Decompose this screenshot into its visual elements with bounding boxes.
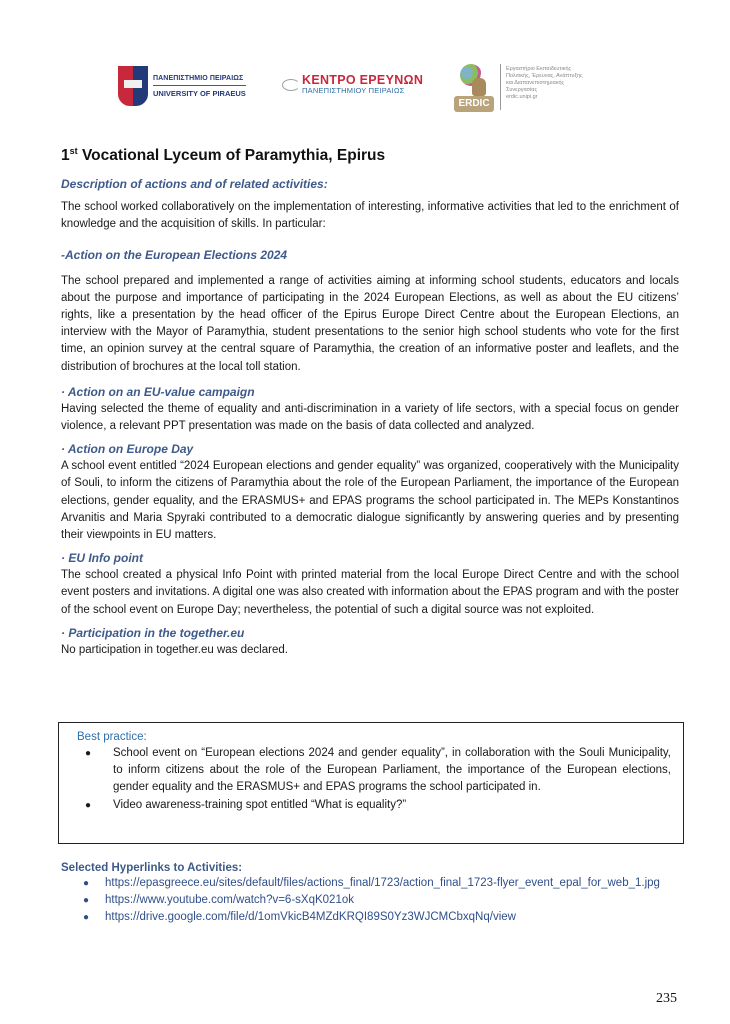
hyperlinks-section — [61, 862, 681, 927]
document-body — [61, 146, 679, 665]
section-body-europe-day: A school event entitled “2024 European elections and gender equality” was organized, cooperatively with the Municipality of Souli, to inform the citizens of Paramythia about the role of the European Parliament, the importance of the European elections, gender equality, and the ERASMUS+ and EPAS programs the school participated in. The MEPs Konstantinos Arvanitis and Maria Spyraki contributed to a democratic dialogue significantly by answering queries and by presenting their viewpoints in EU matters. — [61, 460, 679, 541]
hyperlink-item — [61, 909, 681, 926]
description-heading: Description of actions and of related activities: — [61, 177, 328, 192]
bullet-icon: ● — [83, 912, 90, 924]
bullet-icon: ● — [83, 878, 90, 889]
best-practice-item: ● Video awareness-training spot entitled “What is equality?” — [77, 797, 671, 814]
best-practice-item: ● School event on “European elections 2024 and gender equality”, in collaboration with the Souli Municipality, to inform citizens about the role of the European Parliament, the importance of the European elections, gender equality and the ERASMUS+ and EPAS programs the school participated in. — [85, 747, 671, 794]
university-of-piraeus-logo — [118, 66, 246, 106]
best-practice-box — [58, 722, 684, 844]
section-body-together-eu: No participation in together.eu was declared. — [61, 643, 288, 656]
university-shield-icon — [118, 66, 148, 106]
best-practice-list — [77, 745, 671, 814]
section-body-eu-value-campaign: Having selected the theme of equality and anti-discrimination in a variety of life sectors, with a special focus on gender violence, a relevant PPT presentation was made on the basis of data collected and analyzed. — [61, 402, 679, 432]
erdic-tree-owl-icon — [454, 64, 494, 114]
page-number: 235 — [656, 991, 677, 1006]
bullet-icon: ● — [85, 748, 92, 759]
research-center-name: ΚΕΝΤΡΟ ΕΡΕΥΝΩΝ — [302, 73, 424, 87]
section-body-european-elections: The school prepared and implemented a range of activities aiming at informing school students, educators and locals about the purpose and importance of participating in the 2024 European Elections, as well as about the EU citizens’ rights, like a presentation by the head officer of the Epirus Europe Direct Centre about the European Elections, an interview with the Mayor of Paramythia, student presentations to the senior high school students who vote for the first time, an opinion survey at the central square of Paramythia, the creation of an informative poster and leaflets, and the distribution of brochures at the local toll station. — [61, 274, 679, 373]
hyperlink-epas-flyer[interactable]: https://epasgreece.eu/sites/default/files/actions_final/1723/action_final_1723-flyer_event_epal_for_web_1.jpg — [105, 877, 660, 889]
erdic-badge: ERDIC — [454, 96, 494, 112]
hyperlinks-title: Selected Hyperlinks to Activities: — [61, 862, 243, 874]
research-center-logo — [282, 74, 423, 94]
section-heading-eu-value-campaign: · Action on an EU-value campaign — [61, 384, 255, 399]
hyperlink-google-drive[interactable]: https://drive.google.com/file/d/1omVkicB4MZdKRQI89S0Yz3WJCMCbxqNq/view — [105, 911, 516, 924]
swoosh-icon — [282, 76, 300, 92]
section-heading-eu-info-point: · EU Info point — [61, 551, 143, 566]
erdic-logo — [454, 64, 583, 114]
university-greek-name: ΠΑΝΕΠΙΣΤΗΜΙΟ ΠΕΙΡΑΙΩΣ — [153, 75, 246, 86]
hyperlinks-list — [61, 875, 681, 927]
header-logos — [118, 64, 618, 116]
best-practice-title: Best practice: — [77, 731, 147, 743]
section-heading-together-eu: · Participation in the together.eu — [61, 625, 245, 640]
research-center-subname: ΠΑΝΕΠΙΣΤΗΜΙΟΥ ΠΕΙΡΑΙΩΣ — [302, 85, 405, 95]
hyperlink-youtube-video[interactable]: https://www.youtube.com/watch?v=6-sXqK021ok — [105, 894, 354, 907]
section-heading-europe-day: · Action on Europe Day — [61, 442, 194, 457]
university-english-name: UNIVERSITY OF PIRAEUS — [153, 88, 246, 98]
erdic-divider — [500, 64, 501, 110]
section-body-eu-info-point: The school created a physical Info Point with printed material from the local Europe Direct Centre and with the school event posters and invitations. A digital one was also created with information about the EPAS program and with the poster of the school event on Europe Day; nevertheless, the potential of such a digital source was not exploited. — [61, 569, 679, 616]
page-title: 1st Vocational Lyceum of Paramythia, Epirus — [61, 146, 386, 165]
bullet-icon: ● — [85, 799, 92, 811]
section-heading-european-elections: -Action on the European Elections 2024 — [61, 247, 288, 262]
erdic-description: Εργαστήριο Εκπαιδευτικής Πολιτικής, Έρευνας, Ανάπτυξης και Διαπανεπιστημιακής Συνεργασίας erdic.unipi.gr — [506, 66, 583, 100]
intro-paragraph: The school worked collaboratively on the implementation of interesting, informative activities that led to the enrichment of knowledge and the acquisition of skills. In particular: — [61, 201, 679, 231]
hyperlink-item — [61, 875, 681, 892]
hyperlink-item — [61, 892, 681, 909]
bullet-icon: ● — [83, 895, 90, 907]
